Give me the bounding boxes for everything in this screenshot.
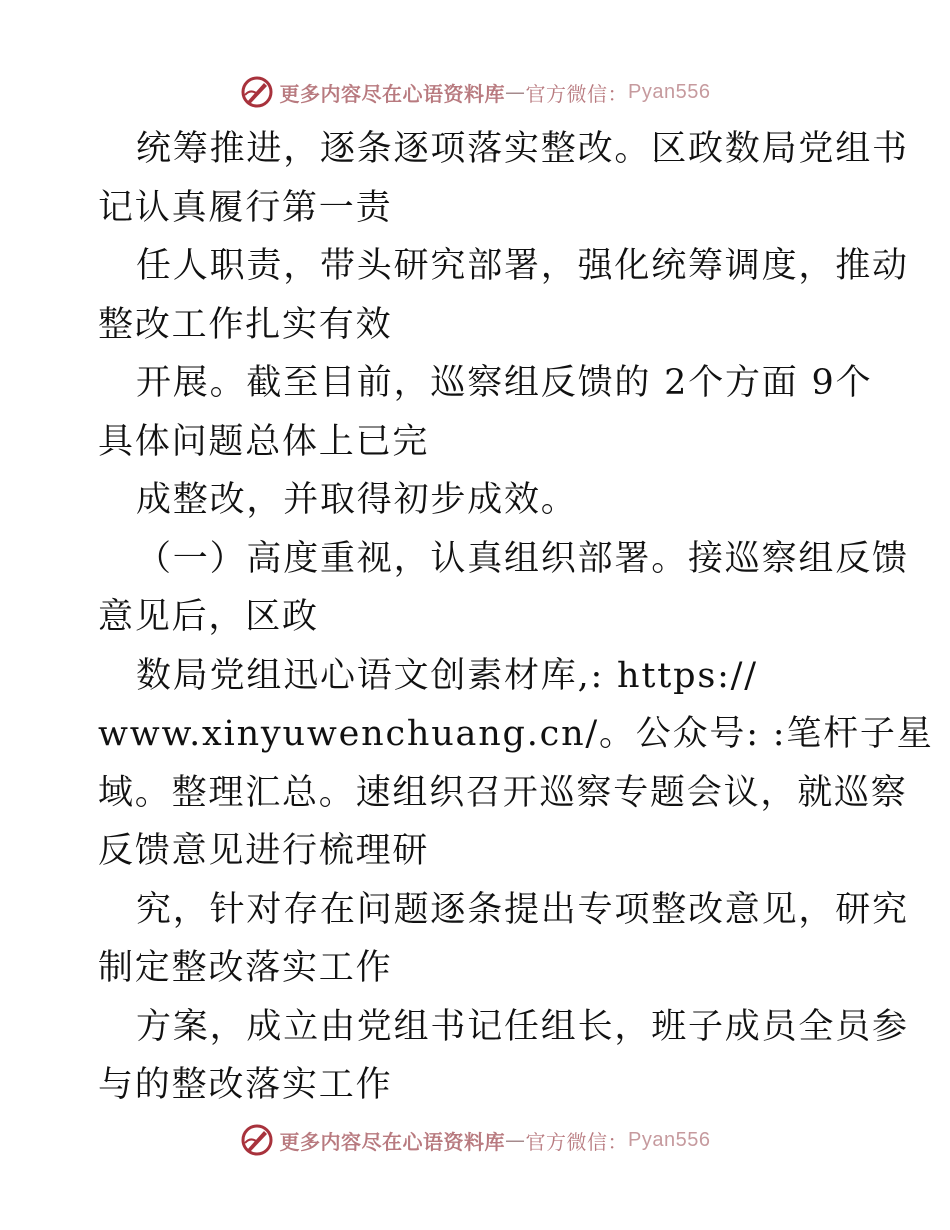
text-line: 反馈意见进行梳理研: [98, 831, 430, 871]
text-line: 与的整改落实工作: [98, 1065, 393, 1105]
footer-banner: [0, 1120, 950, 1160]
text-line: 域。整理汇总。速组织召开巡察专题会议，就巡察: [98, 772, 908, 813]
text-line: 成整改，并取得初步成效。: [136, 480, 578, 520]
banner-account: Pyan556: [628, 80, 711, 103]
text-line: 究，针对存在问题逐条提出专项整改意见，研究: [136, 889, 909, 930]
text-line: 数局党组迅心语文创素材库,: https://: [136, 655, 758, 696]
text-line: 任人职责，带头研究部署，强化统筹调度，推动: [136, 246, 909, 286]
text-line: 整改工作扎实有效: [98, 304, 393, 345]
banner-separator: —: [505, 1128, 526, 1152]
header-banner: [0, 72, 950, 112]
quill-logo-icon: [240, 75, 274, 109]
banner-brand: 更多内容尽在心语资料库: [279, 81, 506, 106]
text-line: 方案，成立由党组书记任组长，班子成员全员参: [136, 1006, 909, 1047]
text-line: 意见后，区政: [98, 597, 319, 637]
quill-logo-icon: [240, 1123, 274, 1157]
banner-wechat-label: 官方微信：: [525, 81, 629, 106]
text-line: 具体问题总体上已完: [98, 421, 430, 462]
text-line: （一）高度重视，认真组织部署。接巡察组反馈: [136, 538, 909, 579]
text-line: 记认真履行第一责: [98, 187, 393, 228]
text-line: 统筹推进，逐条逐项落实整改。区政数局党组书: [136, 129, 909, 169]
banner-separator: —: [505, 80, 526, 104]
text-line: www.xinyuwenchuang.cn/。公众号: :笔杆子星: [98, 714, 934, 754]
banner-account: Pyan556: [628, 1128, 711, 1151]
text-line: 制定整改落实工作: [98, 948, 393, 988]
banner-brand: 更多内容尽在心语资料库: [279, 1129, 506, 1154]
text-line: 开展。截至目前，巡察组反馈的 2个方面 9个: [136, 363, 873, 403]
document-body: [98, 120, 934, 1115]
banner-wechat-label: 官方微信：: [525, 1129, 629, 1154]
